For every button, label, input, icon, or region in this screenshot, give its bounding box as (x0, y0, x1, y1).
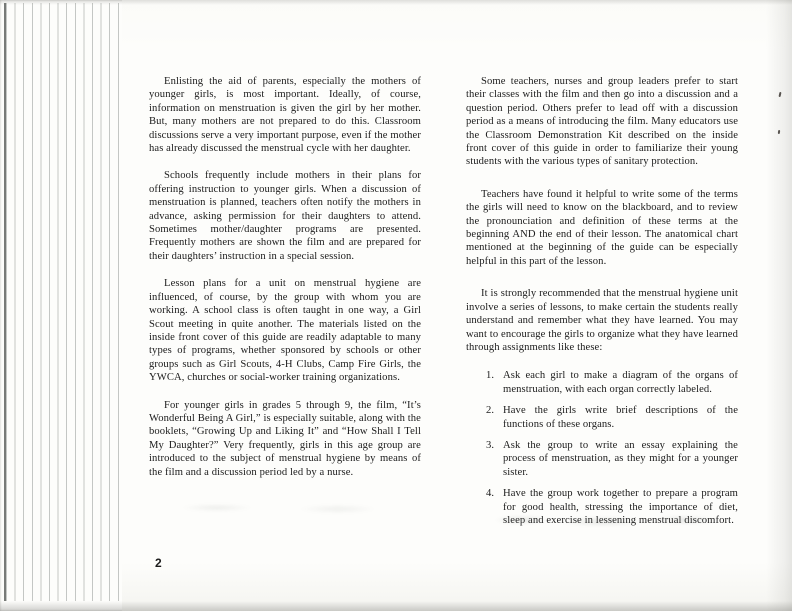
list-item-text: Ask the group to write an essay explaining the process of menstruation, as they might for a younger sister. (503, 439, 738, 478)
page-edge-shading-top (0, 0, 792, 5)
paragraph: For younger girls in grades 5 through 9, the film, “It’s Wonderful Being A Girl,” is especially suitable, along with the booklets, “Growing Up and Liking It” and “How Shall I Tell My Daughter?” Very frequently, girls in this age group are introduced to the subject of menstrual hygiene by means of the film and a discussion period led by a nurse. (149, 399, 421, 478)
paragraph: Teachers have found it helpful to write some of the terms the girls will need to know on the blackboard, and to review the pronounciation and definition of these terms at the beginning AND the end of their lesson. The anatomical chart mentioned at the beginning of the guide can be especially helpful in this part of the lesson. (466, 188, 738, 267)
list-item (466, 404, 738, 431)
paragraph: Schools frequently include mothers in their plans for offering instruction to younger girls. When a discussion of menstruation is planned, teachers often notify the mothers in advance, asking permission for their daughters to attend. Sometimes mother/daughter programs are presented. Frequently mothers are shown the film and are prepared for their daughters’ instruction in a special session. (149, 170, 421, 262)
page-number: 2 (155, 556, 162, 570)
list-item (466, 487, 738, 527)
list-item (466, 369, 738, 396)
page-edge-shading-right (766, 0, 792, 611)
paragraph: Lesson plans for a unit on menstrual hygiene are influenced, of course, by the group with whom you are working. A school class is often taught in one way, a Girl Scout meeting in quite another. The materials listed on the inside front cover of this guide are readily adaptable to many types of programs, whether sponsored by schools or other groups such as Girl Scouts, 4-H Clubs, Camp Fire Girls, the YWCA, churches or social-worker training organizations. (149, 278, 421, 384)
left-text-column (149, 75, 421, 493)
list-item-number: 3. (486, 439, 495, 451)
list-item (466, 439, 738, 479)
paragraph: It is strongly recommended that the menstrual hygiene unit involve a series of lessons, to make certain the students really understand and remember what they have learned. You may want to encourage the girls to organize what they have learned through assignments like these: (466, 288, 738, 353)
list-item-text: Ask each girl to make a diagram of the organs of menstruation, with each organ correctly labeled. (503, 370, 738, 395)
book-page-edges (4, 3, 128, 601)
right-text-column (466, 75, 738, 535)
list-item-text: Have the girls write brief descriptions of the functions of these organs. (503, 405, 738, 430)
assignments-list (466, 369, 738, 527)
list-item-number: 1. (486, 370, 495, 382)
paragraph: Enlisting the aid of parents, especially the mothers of younger girls, is most important. Ideally, of course, information on menstruation is given the girl by her mother. But, many mothers are not prepared to do this. Classroom discussions serve a very important purpose, even if the mother has already discussed the menstrual cycle with her daughter. (149, 76, 421, 155)
paragraph: Some teachers, nurses and group leaders prefer to start their classes with the film and then go into a discussion and a question period. Others prefer to lead off with a discussion period as a means of introducing the film. Many educators use the Classroom Demonstration Kit described on the inside front cover of this guide in order to familiarize their young students with the various types of sanitary protection. (466, 76, 738, 168)
list-item-text: Have the group work together to prepare a program for good health, stressing the importance of diet, sleep and exercise in lessening menstrual discomfort. (503, 488, 738, 526)
list-item-number: 4. (486, 488, 495, 500)
page-edge-shading-bottom (0, 601, 792, 611)
list-item-number: 2. (486, 405, 495, 417)
